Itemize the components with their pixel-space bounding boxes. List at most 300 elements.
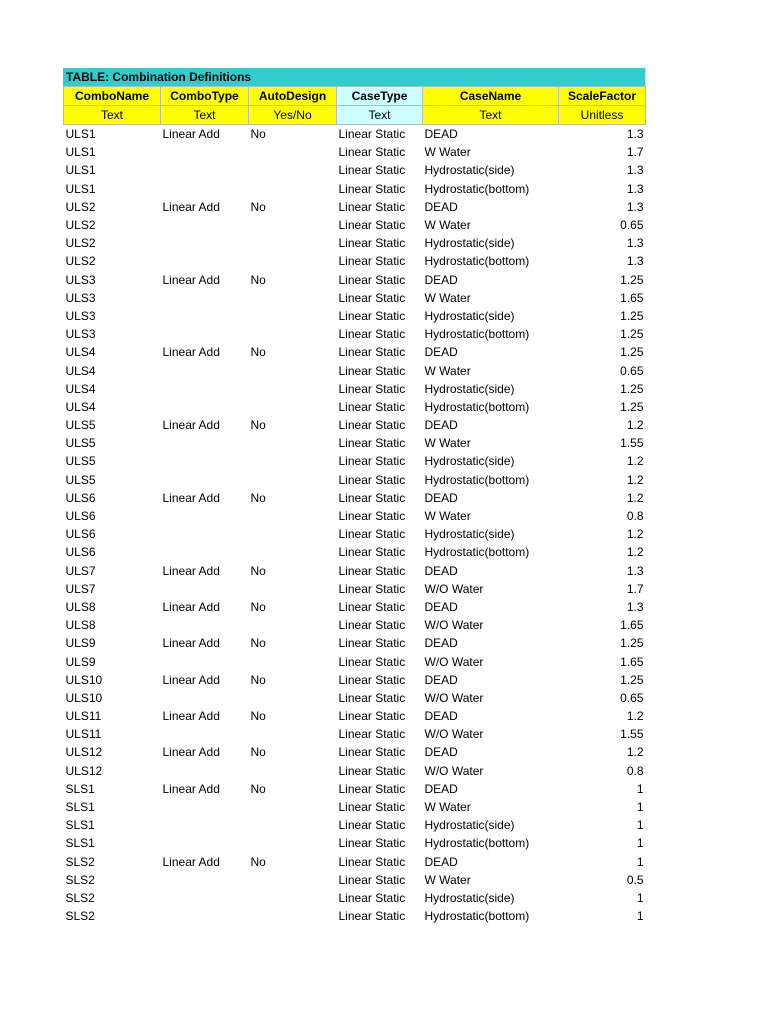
cell-comboname: ULS5: [65, 454, 96, 469]
table-row: [64, 161, 646, 179]
cell-casename: DEAD: [424, 709, 458, 724]
cell-autodesign: No: [250, 199, 266, 214]
cell-combotype: Linear Add: [162, 199, 220, 214]
cell-comboname: ULS1: [65, 127, 96, 142]
cell-comboname: SLS2: [65, 872, 95, 887]
cell-combotype: [161, 816, 249, 834]
cell-scalefactor: 1.25: [620, 345, 644, 360]
cell-comboname: ULS2: [65, 254, 96, 269]
cell-scalefactor: 1.25: [620, 399, 644, 414]
cell-casetype: Linear Static: [338, 236, 406, 251]
cell-casename: Hydrostatic(bottom): [424, 472, 530, 487]
cell-autodesign: [249, 816, 337, 834]
unit-scalefactor: Unitless: [559, 106, 646, 125]
cell-comboname: ULS7: [65, 581, 96, 596]
cell-autodesign: [249, 234, 337, 252]
cell-autodesign: No: [250, 854, 266, 869]
cell-combotype: Linear Add: [162, 127, 220, 142]
cell-scalefactor: 1.7: [626, 581, 644, 596]
cell-autodesign: No: [250, 345, 266, 360]
cell-casename: Hydrostatic(side): [424, 381, 515, 396]
table-row: [64, 216, 646, 234]
cell-casetype: Linear Static: [338, 509, 406, 524]
cell-autodesign: No: [250, 563, 266, 578]
cell-autodesign: [249, 580, 337, 598]
cell-combotype: [161, 289, 249, 307]
cell-comboname: ULS1: [65, 163, 96, 178]
cell-combotype: [161, 452, 249, 470]
cell-combotype: [161, 580, 249, 598]
cell-comboname: SLS2: [65, 890, 95, 905]
cell-combotype: Linear Add: [162, 709, 220, 724]
cell-casename: W Water: [424, 509, 471, 524]
cell-combotype: [161, 161, 249, 179]
cell-casename: Hydrostatic(bottom): [424, 327, 530, 342]
cell-casetype: Linear Static: [338, 218, 406, 233]
cell-autodesign: [249, 452, 337, 470]
table-row: [64, 707, 646, 725]
cell-combotype: Linear Add: [162, 672, 220, 687]
cell-scalefactor: 1.25: [620, 636, 644, 651]
table-row: [64, 580, 646, 598]
cell-autodesign: No: [250, 127, 266, 142]
header-scalefactor: ScaleFactor: [559, 87, 646, 106]
cell-comboname: SLS2: [65, 854, 95, 869]
cell-combotype: [161, 543, 249, 561]
cell-scalefactor: 1: [636, 836, 644, 851]
cell-casetype: Linear Static: [338, 472, 406, 487]
cell-combotype: [161, 907, 249, 925]
cell-autodesign: [249, 762, 337, 780]
cell-combotype: Linear Add: [162, 563, 220, 578]
cell-autodesign: [249, 361, 337, 379]
cell-autodesign: [249, 834, 337, 852]
cell-scalefactor: 1.55: [620, 727, 644, 742]
cell-comboname: ULS6: [65, 527, 96, 542]
cell-autodesign: [249, 798, 337, 816]
cell-casetype: Linear Static: [338, 763, 406, 778]
cell-casename: W Water: [424, 800, 471, 815]
cell-casetype: Linear Static: [338, 272, 406, 287]
cell-combotype: [161, 871, 249, 889]
unit-combotype: Text: [161, 106, 249, 125]
cell-casetype: Linear Static: [338, 709, 406, 724]
cell-scalefactor: 1.25: [620, 327, 644, 342]
cell-casetype: Linear Static: [338, 436, 406, 451]
cell-combotype: [161, 798, 249, 816]
cell-comboname: ULS1: [65, 145, 96, 160]
table-row: [64, 725, 646, 743]
cell-casetype: Linear Static: [338, 327, 406, 342]
cell-casetype: Linear Static: [338, 527, 406, 542]
cell-comboname: ULS7: [65, 563, 96, 578]
cell-combotype: Linear Add: [162, 636, 220, 651]
table-row: [64, 507, 646, 525]
cell-comboname: ULS6: [65, 509, 96, 524]
cell-combotype: Linear Add: [162, 781, 220, 796]
cell-scalefactor: 1.25: [620, 272, 644, 287]
cell-scalefactor: 1: [636, 854, 644, 869]
cell-casename: W/O Water: [424, 763, 484, 778]
cell-casetype: Linear Static: [338, 345, 406, 360]
cell-combotype: [161, 762, 249, 780]
cell-scalefactor: 0.8: [626, 509, 644, 524]
cell-scalefactor: 1.2: [626, 709, 644, 724]
cell-combotype: [161, 180, 249, 198]
cell-combotype: [161, 471, 249, 489]
table-row: [64, 471, 646, 489]
cell-autodesign: [249, 616, 337, 634]
cell-casename: Hydrostatic(side): [424, 163, 515, 178]
table-row: [64, 816, 646, 834]
table-row: [64, 452, 646, 470]
table-row: [64, 780, 646, 798]
cell-autodesign: No: [250, 272, 266, 287]
cell-casename: DEAD: [424, 854, 458, 869]
table-row: [64, 652, 646, 670]
cell-autodesign: [249, 525, 337, 543]
cell-autodesign: [249, 325, 337, 343]
cell-scalefactor: 1.2: [626, 527, 644, 542]
cell-comboname: ULS3: [65, 327, 96, 342]
unit-casename: Text: [423, 106, 559, 125]
cell-comboname: ULS4: [65, 381, 96, 396]
cell-casename: Hydrostatic(side): [424, 890, 515, 905]
cell-combotype: [161, 325, 249, 343]
table-row: [64, 252, 646, 270]
cell-scalefactor: 1.3: [626, 236, 644, 251]
cell-combotype: Linear Add: [162, 272, 220, 287]
cell-scalefactor: 1: [636, 909, 644, 924]
cell-comboname: ULS12: [65, 745, 103, 760]
cell-casename: Hydrostatic(bottom): [424, 545, 530, 560]
cell-comboname: ULS8: [65, 618, 96, 633]
table-row: [64, 125, 646, 144]
cell-casetype: Linear Static: [338, 818, 406, 833]
cell-autodesign: No: [250, 490, 266, 505]
cell-casename: DEAD: [424, 599, 458, 614]
unit-casetype: Text: [337, 106, 423, 125]
cell-comboname: ULS5: [65, 436, 96, 451]
cell-autodesign: No: [250, 781, 266, 796]
table-row: [64, 180, 646, 198]
cell-comboname: ULS10: [65, 672, 103, 687]
table-row: [64, 598, 646, 616]
cell-casetype: Linear Static: [338, 800, 406, 815]
cell-comboname: ULS4: [65, 363, 96, 378]
cell-casename: Hydrostatic(bottom): [424, 909, 530, 924]
cell-comboname: SLS1: [65, 800, 95, 815]
table-title: TABLE: Combination Definitions: [63, 68, 645, 86]
cell-comboname: ULS5: [65, 418, 96, 433]
cell-combotype: [161, 234, 249, 252]
cell-autodesign: [249, 307, 337, 325]
cell-comboname: SLS1: [65, 818, 95, 833]
cell-casetype: Linear Static: [338, 363, 406, 378]
cell-scalefactor: 0.8: [626, 763, 644, 778]
cell-scalefactor: 1: [636, 890, 644, 905]
cell-casename: DEAD: [424, 672, 458, 687]
table-row: [64, 798, 646, 816]
cell-casename: W Water: [424, 218, 471, 233]
cell-combotype: [161, 398, 249, 416]
cell-casetype: Linear Static: [338, 563, 406, 578]
cell-casename: DEAD: [424, 781, 458, 796]
cell-combotype: [161, 725, 249, 743]
cell-casename: W/O Water: [424, 654, 484, 669]
cell-casetype: Linear Static: [338, 254, 406, 269]
table-row: [64, 853, 646, 871]
cell-casetype: Linear Static: [338, 672, 406, 687]
cell-casetype: Linear Static: [338, 581, 406, 596]
cell-casename: W/O Water: [424, 727, 484, 742]
cell-scalefactor: 1: [636, 781, 644, 796]
cell-comboname: ULS1: [65, 181, 96, 196]
cell-casename: W/O Water: [424, 581, 484, 596]
cell-casename: Hydrostatic(side): [424, 527, 515, 542]
cell-combotype: [161, 434, 249, 452]
cell-scalefactor: 1.2: [626, 454, 644, 469]
cell-scalefactor: 0.65: [620, 690, 644, 705]
header-autodesign: AutoDesign: [249, 87, 337, 106]
cell-autodesign: [249, 543, 337, 561]
cell-autodesign: [249, 689, 337, 707]
cell-casetype: Linear Static: [338, 290, 406, 305]
table-row: [64, 361, 646, 379]
cell-autodesign: No: [250, 418, 266, 433]
cell-scalefactor: 1.3: [626, 599, 644, 614]
cell-casename: W Water: [424, 145, 471, 160]
cell-casetype: Linear Static: [338, 909, 406, 924]
cell-comboname: ULS6: [65, 545, 96, 560]
cell-combotype: [161, 252, 249, 270]
table-row: [64, 198, 646, 216]
cell-autodesign: No: [250, 672, 266, 687]
cell-combotype: Linear Add: [162, 854, 220, 869]
unit-comboname: Text: [64, 106, 161, 125]
header-comboname: ComboName: [64, 87, 161, 106]
table-row: [64, 871, 646, 889]
table-row: [64, 689, 646, 707]
cell-casename: DEAD: [424, 418, 458, 433]
cell-combotype: Linear Add: [162, 418, 220, 433]
cell-comboname: ULS3: [65, 308, 96, 323]
table-row: [64, 289, 646, 307]
cell-autodesign: [249, 652, 337, 670]
cell-scalefactor: 1.2: [626, 545, 644, 560]
cell-casetype: Linear Static: [338, 890, 406, 905]
cell-casetype: Linear Static: [338, 654, 406, 669]
table-row: [64, 398, 646, 416]
cell-casename: W/O Water: [424, 618, 484, 633]
cell-combotype: [161, 216, 249, 234]
cell-autodesign: No: [250, 599, 266, 614]
table-row: [64, 307, 646, 325]
cell-autodesign: [249, 380, 337, 398]
cell-casename: Hydrostatic(bottom): [424, 254, 530, 269]
cell-autodesign: [249, 871, 337, 889]
cell-casetype: Linear Static: [338, 690, 406, 705]
cell-combotype: Linear Add: [162, 745, 220, 760]
cell-combotype: [161, 652, 249, 670]
table-row: [64, 416, 646, 434]
cell-scalefactor: 1: [636, 800, 644, 815]
cell-casename: W Water: [424, 872, 471, 887]
cell-casetype: Linear Static: [338, 399, 406, 414]
table-row: [64, 671, 646, 689]
cell-autodesign: [249, 143, 337, 161]
cell-autodesign: [249, 889, 337, 907]
table-row: [64, 907, 646, 925]
cell-casetype: Linear Static: [338, 454, 406, 469]
cell-casename: DEAD: [424, 127, 458, 142]
cell-autodesign: [249, 161, 337, 179]
cell-scalefactor: 1.3: [626, 163, 644, 178]
cell-casetype: Linear Static: [338, 418, 406, 433]
cell-combotype: [161, 525, 249, 543]
cell-scalefactor: 1.3: [626, 563, 644, 578]
header-combotype: ComboType: [161, 87, 249, 106]
table-row: [64, 434, 646, 452]
cell-casetype: Linear Static: [338, 381, 406, 396]
cell-scalefactor: 1.2: [626, 472, 644, 487]
cell-casename: DEAD: [424, 345, 458, 360]
cell-scalefactor: 1.3: [626, 181, 644, 196]
cell-autodesign: [249, 289, 337, 307]
cell-combotype: [161, 380, 249, 398]
cell-casename: DEAD: [424, 490, 458, 505]
cell-comboname: ULS6: [65, 490, 96, 505]
cell-casename: W Water: [424, 436, 471, 451]
cell-casename: Hydrostatic(bottom): [424, 181, 530, 196]
cell-scalefactor: 1.25: [620, 308, 644, 323]
header-casetype: CaseType: [337, 87, 423, 106]
cell-comboname: ULS3: [65, 272, 96, 287]
header-casename: CaseName: [423, 87, 559, 106]
cell-comboname: ULS9: [65, 636, 96, 651]
cell-comboname: SLS1: [65, 781, 95, 796]
cell-casetype: Linear Static: [338, 781, 406, 796]
table-row: [64, 380, 646, 398]
cell-casetype: Linear Static: [338, 872, 406, 887]
cell-scalefactor: 1.7: [626, 145, 644, 160]
cell-comboname: ULS5: [65, 472, 96, 487]
cell-casetype: Linear Static: [338, 490, 406, 505]
cell-casetype: Linear Static: [338, 854, 406, 869]
cell-casetype: Linear Static: [338, 181, 406, 196]
cell-combotype: [161, 361, 249, 379]
table-row: [64, 834, 646, 852]
table-row: [64, 562, 646, 580]
cell-casename: Hydrostatic(side): [424, 308, 515, 323]
cell-autodesign: No: [250, 636, 266, 651]
cell-scalefactor: 1.25: [620, 381, 644, 396]
cell-combotype: Linear Add: [162, 599, 220, 614]
cell-casetype: Linear Static: [338, 836, 406, 851]
cell-casename: Hydrostatic(bottom): [424, 399, 530, 414]
cell-scalefactor: 1: [636, 818, 644, 833]
cell-casetype: Linear Static: [338, 163, 406, 178]
cell-combotype: [161, 143, 249, 161]
cell-combotype: [161, 616, 249, 634]
cell-casetype: Linear Static: [338, 308, 406, 323]
cell-comboname: ULS8: [65, 599, 96, 614]
cell-comboname: ULS12: [65, 763, 103, 778]
cell-comboname: ULS2: [65, 218, 96, 233]
cell-casename: W/O Water: [424, 690, 484, 705]
cell-scalefactor: 1.25: [620, 672, 644, 687]
table-row: [64, 616, 646, 634]
table-row: [64, 743, 646, 761]
table-row: [64, 489, 646, 507]
cell-combotype: Linear Add: [162, 490, 220, 505]
table-row: [64, 325, 646, 343]
table-row: [64, 143, 646, 161]
cell-casename: W Water: [424, 363, 471, 378]
cell-combotype: [161, 889, 249, 907]
cell-scalefactor: 1.3: [626, 199, 644, 214]
cell-casetype: Linear Static: [338, 618, 406, 633]
cell-autodesign: [249, 725, 337, 743]
table-row: [64, 762, 646, 780]
combination-definitions-sheet: [63, 68, 645, 925]
cell-comboname: ULS9: [65, 654, 96, 669]
cell-autodesign: [249, 216, 337, 234]
cell-scalefactor: 1.2: [626, 745, 644, 760]
cell-combotype: Linear Add: [162, 345, 220, 360]
cell-comboname: ULS3: [65, 290, 96, 305]
cell-casename: DEAD: [424, 563, 458, 578]
cell-comboname: ULS2: [65, 236, 96, 251]
cell-casename: DEAD: [424, 272, 458, 287]
cell-scalefactor: 1.65: [620, 290, 644, 305]
cell-comboname: ULS11: [65, 709, 102, 724]
cell-comboname: SLS2: [65, 909, 95, 924]
cell-comboname: ULS4: [65, 399, 96, 414]
cell-autodesign: [249, 907, 337, 925]
cell-casetype: Linear Static: [338, 727, 406, 742]
cell-autodesign: [249, 252, 337, 270]
table-row: [64, 234, 646, 252]
cell-combotype: [161, 507, 249, 525]
cell-casetype: Linear Static: [338, 636, 406, 651]
cell-casename: Hydrostatic(side): [424, 454, 515, 469]
table-row: [64, 889, 646, 907]
cell-casetype: Linear Static: [338, 545, 406, 560]
cell-casetype: Linear Static: [338, 199, 406, 214]
cell-autodesign: [249, 398, 337, 416]
table-row: [64, 634, 646, 652]
cell-casetype: Linear Static: [338, 745, 406, 760]
cell-scalefactor: 1.3: [626, 254, 644, 269]
cell-casename: DEAD: [424, 745, 458, 760]
table-body: [64, 125, 646, 926]
cell-casetype: Linear Static: [338, 127, 406, 142]
cell-combotype: [161, 689, 249, 707]
cell-autodesign: [249, 507, 337, 525]
cell-casename: DEAD: [424, 636, 458, 651]
header-row: [64, 87, 646, 106]
cell-combotype: [161, 307, 249, 325]
cell-scalefactor: 1.55: [620, 436, 644, 451]
cell-casename: Hydrostatic(side): [424, 236, 515, 251]
cell-casename: W Water: [424, 290, 471, 305]
table-row: [64, 343, 646, 361]
combination-definitions-table: [63, 86, 646, 925]
cell-comboname: SLS1: [65, 836, 95, 851]
cell-comboname: ULS2: [65, 199, 96, 214]
cell-comboname: ULS4: [65, 345, 96, 360]
